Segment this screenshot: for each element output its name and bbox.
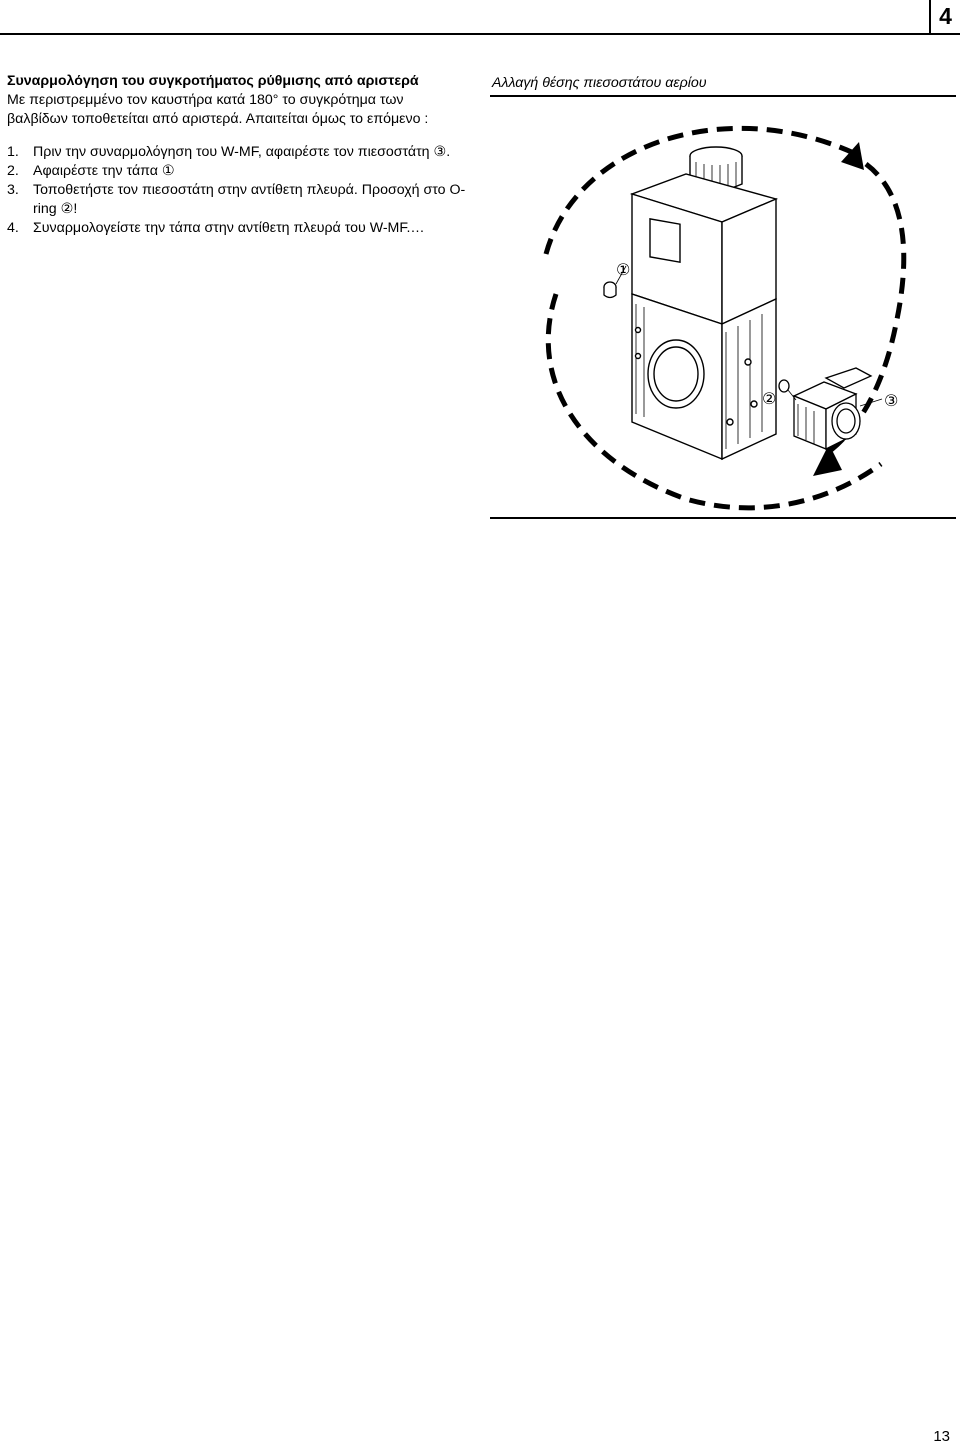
- step-item: [7, 181, 467, 219]
- steps-list: [7, 143, 467, 238]
- step-number: 3.: [7, 182, 19, 198]
- label-3: ③: [884, 391, 899, 410]
- step-item: [7, 219, 467, 238]
- label-2: ②: [762, 389, 777, 408]
- figure-caption: Αλλαγή θέσης πιεσοστάτου αερίου: [492, 75, 707, 91]
- figure-bottom-rule: [490, 517, 956, 519]
- intro-text: Με περιστρεμμένο τον καυστήρα κατά 180° το συγκρότημα των βαλβίδων τοποθετείται από αριστερά. Απαιτείται όμως το επόμενο :: [7, 92, 429, 127]
- step-text: Συναρμολογείστε την τάπα στην αντίθετη πλευρά του W-MF.…: [33, 220, 425, 236]
- step-number: 4.: [7, 220, 19, 236]
- step-text: Αφαιρέστε την τάπα ①: [33, 163, 175, 179]
- step-item: [7, 162, 467, 181]
- section-title: Συναρμολόγηση του συγκροτήματος ρύθμισης από αριστερά: [7, 73, 419, 89]
- label-1: ①: [616, 260, 631, 279]
- chapter-number: 4: [929, 0, 960, 33]
- pressure-switch-part: [794, 368, 871, 449]
- step-number: 1.: [7, 144, 19, 160]
- gas-valve-diagram: [526, 104, 946, 534]
- plug-part: [604, 282, 616, 298]
- step-number: 2.: [7, 163, 19, 179]
- page-number: 13: [933, 1428, 950, 1445]
- step-item: [7, 143, 467, 162]
- step-text: Πριν την συναρμολόγηση του W-MF, αφαιρέστε τον πιεσοστάτη ③.: [33, 144, 451, 160]
- valve-body: [632, 147, 776, 459]
- step-text: Τοποθετήστε τον πιεσοστάτη στην αντίθετη πλευρά. Προσοχή στο O-ring ②!: [33, 182, 466, 217]
- instructions-column: [7, 72, 467, 238]
- caption-rule: [490, 95, 956, 97]
- header-rule: [0, 33, 960, 35]
- o-ring-part: [779, 380, 789, 392]
- figure-column: [490, 72, 956, 410]
